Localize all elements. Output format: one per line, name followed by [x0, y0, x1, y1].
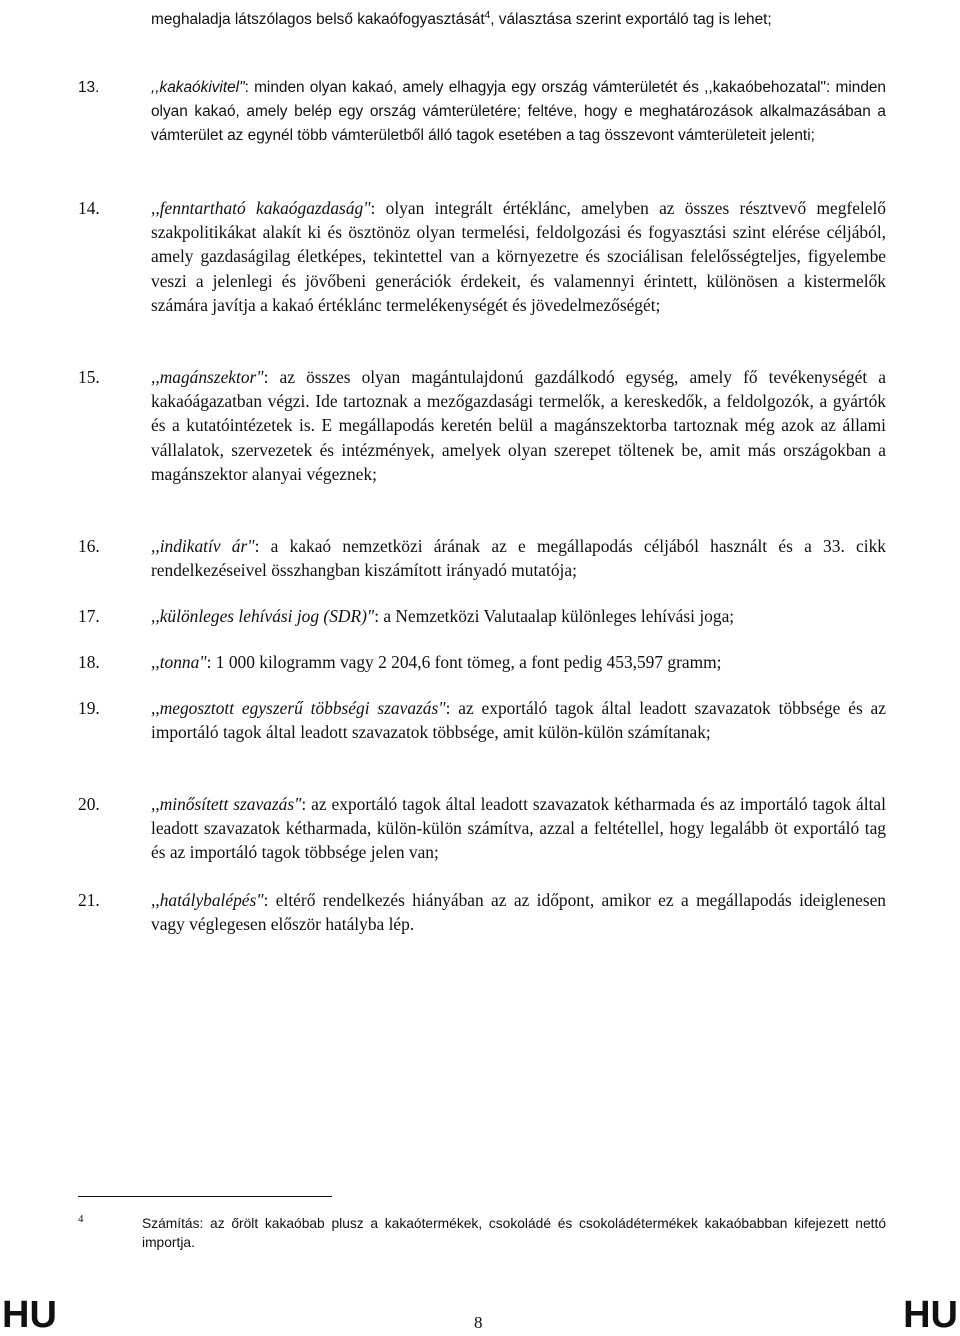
- defined-term: ,,minősített szavazás": [151, 794, 302, 814]
- item-number: 16.: [78, 536, 100, 556]
- definition-text: : az exportáló tagok által leadott szavazatok többsége és az importáló tagok által leadott szavazatok többsége, amit külön-külön számítanak;: [151, 698, 886, 743]
- definition-text: : az exportáló tagok által leadott szavazatok kétharmada és az importáló tagok által leadott szavazatok kétharmada, külön-külön számítva, azzal a feltétellel, hogy legalább öt exportáló tag és az importáló tagok többsége jelen van;: [151, 794, 886, 863]
- definition-item-17: [78, 604, 886, 628]
- definition-item-16: [78, 534, 886, 582]
- defined-term: ,,hatálybalépés": [151, 890, 264, 910]
- item-number: 18.: [78, 652, 100, 672]
- definition-item-14: [78, 196, 886, 317]
- item-number: 15.: [78, 367, 100, 387]
- defined-term: ,,indikatív ár": [151, 536, 255, 556]
- definition-item-18: [78, 650, 886, 674]
- definition-item-13: [78, 76, 886, 149]
- defined-term: ,,tonna": [151, 652, 207, 672]
- item-number: 13.: [78, 79, 100, 96]
- definition-text: : a Nemzetközi Valutaalap különleges lehívási joga;: [374, 606, 735, 626]
- defined-term: ,,fenntartható kakaógazdaság": [151, 198, 371, 218]
- item-number: 19.: [78, 698, 100, 718]
- continuation-paragraph: [151, 8, 886, 32]
- item-number: 21.: [78, 890, 100, 910]
- definition-item-15: [78, 365, 886, 486]
- item-number: 17.: [78, 606, 100, 626]
- definition-item-21: [78, 888, 886, 936]
- continuation-text: meghaladja látszólagos belső kakaófogyasztását: [151, 11, 485, 28]
- definition-text: : a kakaó nemzetközi árának az e megállapodás céljából használt és a 33. cikk rendelkezéseivel összhangban kiszámított irányadó mutatója;: [151, 536, 886, 581]
- defined-term: ,,megosztott egyszerű többségi szavazás": [151, 698, 446, 718]
- defined-term: ,,különleges lehívási jog (SDR)": [151, 606, 375, 626]
- continuation-text-end: , választása szerint exportáló tag is lehet;: [490, 11, 772, 28]
- footnote-reference[interactable]: 4: [484, 9, 491, 21]
- definition-text: : olyan integrált értéklánc, amelyben az összes résztvevő megfelelő szakpolitikákat alakít ki és ösztönöz olyan termelési, feldolgozási és fogyasztási szint elérése céljából, amely gazdaságilag életképes, tekintettel van a környezetre és szociálisan felelősségteljes, figyelembe veszi a jelenlegi és jövőbeni generációk érdekeit, és valamennyi érintett, különösen a kistermelők számára javítja a kakaó értéklánc termelékenységét és jövedelmezőségét;: [151, 198, 886, 315]
- footnote: [78, 1214, 886, 1252]
- page-number: 8: [474, 1313, 483, 1332]
- defined-term: ,,kakaókivitel": [151, 79, 245, 96]
- defined-term: ,,magánszektor": [151, 367, 264, 387]
- definition-item-20: [78, 792, 886, 865]
- footnote-text: Számítás: az őrölt kakaóbab plusz a kakaótermékek, csokoládé és csokoládétermékek kakaóbabban kifejezett nettó importja.: [142, 1216, 886, 1250]
- definition-text: : minden olyan kakaó, amely elhagyja egy ország vámterületét és ,,kakaóbehozatal": minden olyan kakaó, amely belép egy ország vámterületére; feltéve, hogy e meghatározások alkalmazásában a vámterület az egynél több vámterületből álló tagok esetében a tag összevont vámterületeit jelenti;: [151, 79, 886, 145]
- definition-text: : eltérő rendelkezés hiányában az az időpont, amikor ez a megállapodás ideiglenesen vagy véglegesen először hatályba lép.: [151, 890, 886, 935]
- footnote-mark: 4: [78, 1213, 84, 1225]
- item-number: 20.: [78, 794, 100, 814]
- item-number: 14.: [78, 198, 100, 218]
- language-code-left: HU: [2, 1294, 57, 1336]
- definition-text: : 1 000 kilogramm vagy 2 204,6 font tömeg, a font pedig 453,597 gramm;: [206, 652, 722, 672]
- definition-text: : az összes olyan magántulajdonú gazdálkodó egység, amely fő tevékenységét a kakaóágazatban végzi. Ide tartoznak a mezőgazdasági termelők, a kereskedők, a feldolgozók, a gyártók és a kutatóintézetek is. E megállapodás keretén belül a magánszektorba tartoznak még azok az állami vállalatok, szervezetek és intézmények, amelyek olyan szerepet töltenek be, amit más országokban a magánszektor alanyai végeznek;: [151, 367, 886, 484]
- definition-item-19: [78, 696, 886, 744]
- footnote-separator: [78, 1196, 332, 1197]
- language-code-right: HU: [903, 1294, 958, 1336]
